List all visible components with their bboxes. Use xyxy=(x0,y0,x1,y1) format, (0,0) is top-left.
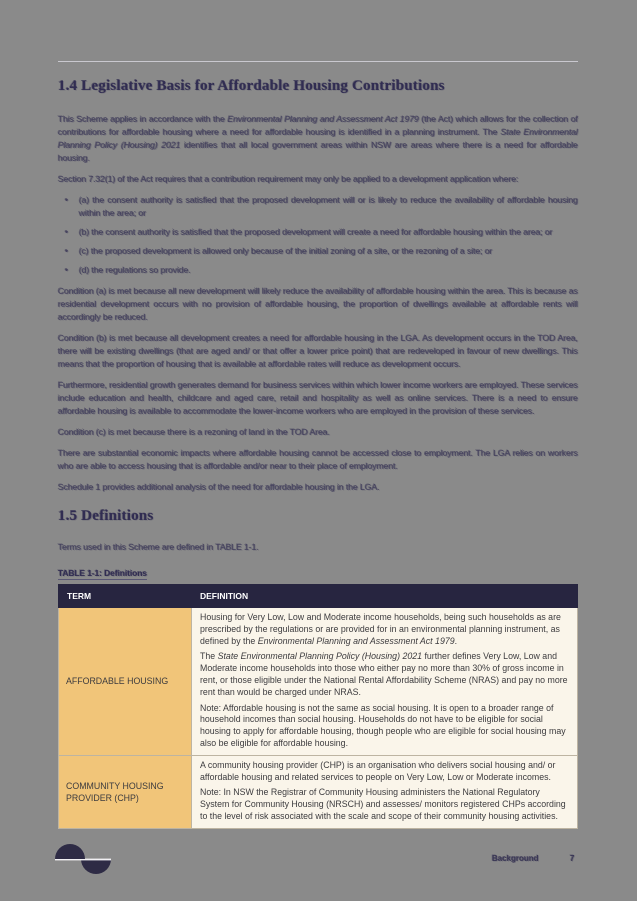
definition-paragraph: Note: Affordable housing is not the same as social housing. It is open to a broader range of household incomes than social housing. Households do not have to be eligible for social housing to apply for affordable housing, though people who are eligible for social housing may also be eligible for affordable housing. xyxy=(200,702,566,748)
list-item-condition-a: • (a) the consent authority is satisfied that the proposed development will or is likely to reduce the availability of affordable housing within the area; or xyxy=(58,194,578,220)
paragraph-schedule-1: Schedule 1 provides additional analysis of the need for affordable housing in the LGA. xyxy=(58,482,380,492)
list-item-condition-c: • (c) the proposed development is allowed only because of the initial zoning of a site, or the rezoning of a site; or xyxy=(58,245,578,258)
paragraph-condition-c: Condition (c) is met because there is a rezoning of land in the TOD Area. xyxy=(58,427,330,437)
conditions-list xyxy=(58,194,578,277)
paragraph-economic-impacts: There are substantial economic impacts where affordable housing cannot be accessed close to employment. The LGA relies on workers who are able to access housing that is affordable and/or near to their place of employment. xyxy=(58,448,578,471)
table-caption: TABLE 1-1: Definitions xyxy=(58,568,148,578)
list-item-condition-d: • (d) the regulations so provide. xyxy=(58,264,578,277)
definition-paragraph: Housing for Very Low, Low and Moderate income households, being such households as are prescribed by the regulations or are provided for in an environmental planning instrument, as defined by the Environmental Planning and Assessment Act 1979. xyxy=(200,612,561,646)
paragraph-terms-used: Terms used in this Scheme are defined in TABLE 1-1. xyxy=(58,542,259,552)
page-content xyxy=(58,0,578,829)
term-affordable-housing: AFFORDABLE HOUSING xyxy=(59,608,192,756)
wave-logo-icon xyxy=(55,844,115,876)
paragraph-furthermore: Furthermore, residential growth generates demand for business services within which lower income workers are employed. These services include education and health, childcare and aged care, retail and hospitality as well as online services. There is a need to ensure affordable housing is available to accommodate the lower-income workers who are employed in the provision of these services. xyxy=(58,380,578,416)
table-row xyxy=(59,755,578,828)
section-1-4-heading: 1.4 Legislative Basis for Affordable Housing Contributions xyxy=(58,78,445,94)
footer-chapter-label: Background xyxy=(492,854,539,863)
definition-paragraph: The State Environmental Planning Policy (Housing) 2021 further defines Very Low, Low and Moderate income households into those who either pay no more than 30% of gross income in rent, or those eligible under the National Rental Affordability Scheme (NRAS) and pay no more rent than would be charged under NRAS. xyxy=(200,651,568,697)
definition-community-housing-provider xyxy=(192,755,578,828)
column-header-term: TERM xyxy=(59,585,192,608)
definition-affordable-housing xyxy=(192,608,578,756)
paragraph-section-732: Section 7.32(1) of the Act requires that a contribution requirement may only be applied to a development application where: xyxy=(58,174,519,184)
definition-paragraph: Note: In NSW the Registrar of Community Housing administers the National Regulatory System for Community Housing (NRSCH) and assesses/ monitors registered CHPs according to the level of risk associated with the scale and scope of their community housing activities. xyxy=(200,787,566,821)
table-row xyxy=(59,608,578,756)
definition-paragraph: A community housing provider (CHP) is an organisation who delivers social housing and/ or affordable housing and related services to people on Very Low, Low or Moderate incomes. xyxy=(200,759,556,782)
section-1-5-heading: 1.5 Definitions xyxy=(58,508,154,524)
footer-page-number: 7 xyxy=(570,854,575,863)
paragraph-scheme-applies: This Scheme applies in accordance with the Environmental Planning and Assessment Act 1979 (the Act) which allows for the collection of contributions for affordable housing where a need for affordable housing is identified in a planning instrument. The State Environmental Planning Policy (Housing) 2021 identifies that all local government areas within NSW are areas where there is a need for affordable housing. xyxy=(58,114,578,163)
paragraph-condition-a: Condition (a) is met because all new development will likely reduce the availability of affordable housing within the area. This is because as residential development occurs with no provision of affordable housing, the proportion of dwellings available at affordable rents will accordingly be reduced. xyxy=(58,286,578,322)
column-header-definition: DEFINITION xyxy=(192,585,578,608)
term-community-housing-provider: COMMUNITY HOUSING PROVIDER (CHP) xyxy=(59,755,192,828)
list-item-condition-b: • (b) the consent authority is satisfied that the proposed development will create a need for affordable housing within the area; or xyxy=(58,226,578,239)
definitions-table xyxy=(58,584,578,829)
table-header-row xyxy=(59,585,578,608)
paragraph-condition-b: Condition (b) is met because all development creates a need for affordable housing in the LGA. As development occurs in the TOD Area, there will be existing dwellings (that are aged and/ or that offer a lower price point) that are redeveloped in favour of new dwellings. This means that the proportion of housing that is available at affordable rates will reduce as development occurs. xyxy=(58,333,578,369)
